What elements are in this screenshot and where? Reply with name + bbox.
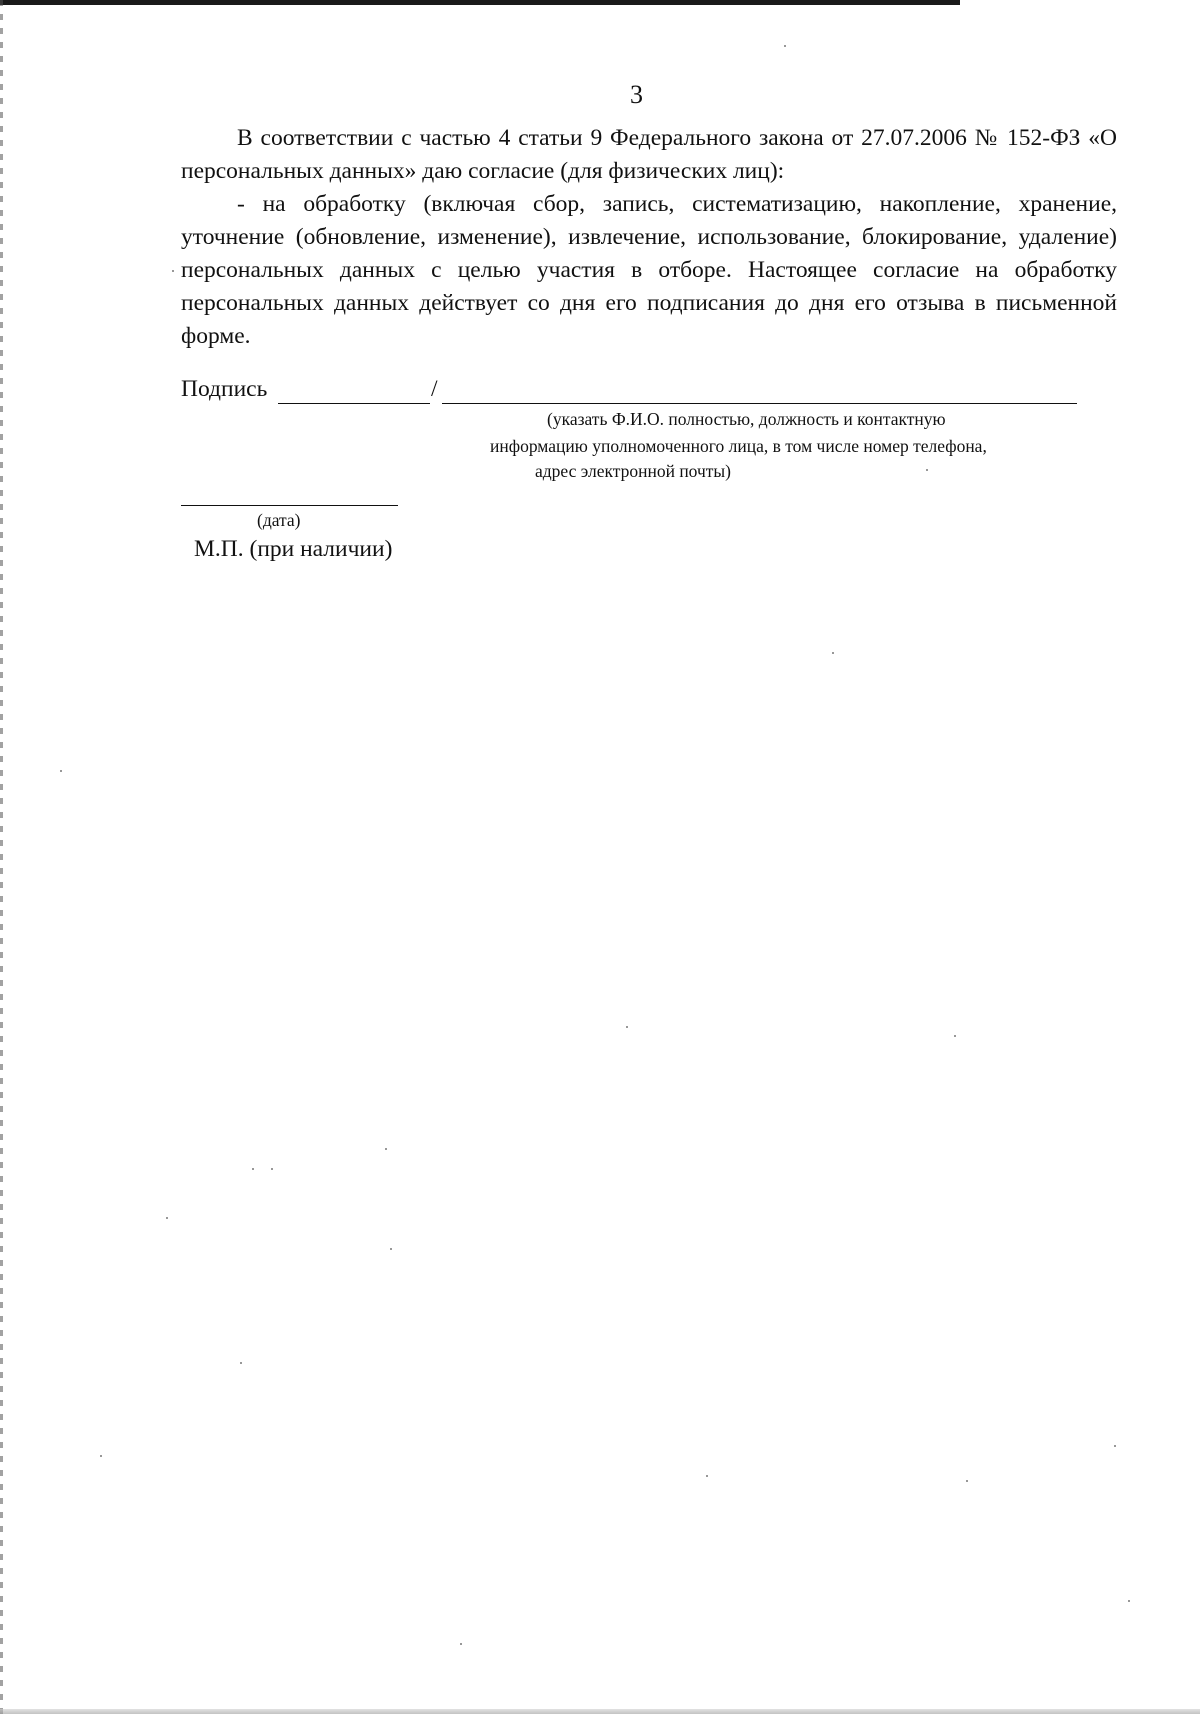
scan-speck (1128, 1600, 1130, 1602)
date-caption: (дата) (257, 510, 301, 530)
scan-bottom-edge (0, 1709, 1200, 1714)
signature-hint-line: адрес электронной почты) (535, 461, 732, 481)
scan-speck (172, 270, 174, 272)
scan-speck (706, 1475, 708, 1477)
scan-speck (966, 1480, 968, 1482)
page-number: 3 (630, 80, 643, 109)
date-line (181, 505, 398, 506)
signature-label: Подпись (181, 376, 268, 402)
scan-speck (832, 652, 834, 654)
scan-speck (385, 1148, 387, 1150)
consent-processing-paragraph: - на обработку (включая сбор, запись, систематизацию, накопление, хранение, уточнение (обновление, изменение), извлечение, использование, блокирование, удаление) персональных данных с целью участия в отборе. Настоящее согласие на обработку персональных данных действует со дня его подписания до дня его отзыва в письменной форме. (181, 191, 1117, 349)
consent-intro-paragraph: В соответствии с частью 4 статьи 9 Федерального закона от 27.07.2006 № 152-ФЗ «О персональных данных» даю согласие (для физических лиц): (181, 125, 1117, 184)
scan-speck (271, 1168, 273, 1170)
scan-speck (60, 770, 62, 772)
scan-top-edge (0, 0, 960, 5)
scan-left-edge (0, 0, 3, 1714)
scan-speck (926, 469, 928, 471)
scan-speck (252, 1168, 254, 1170)
scan-speck (240, 1362, 242, 1364)
scan-speck (784, 45, 786, 47)
stamp-label: М.П. (при наличии) (194, 536, 393, 562)
signature-line (278, 403, 430, 404)
signature-row (181, 374, 1081, 408)
scan-speck (100, 1455, 102, 1457)
scan-speck (390, 1248, 392, 1250)
scan-speck (954, 1035, 956, 1037)
scan-speck (1114, 1445, 1116, 1447)
scan-speck (626, 1026, 628, 1028)
signer-details-line (442, 403, 1077, 404)
signature-separator: / (431, 376, 438, 402)
scan-speck (460, 1643, 462, 1645)
signature-hint-line: информацию уполномоченного лица, в том числе номер телефона, (490, 436, 987, 456)
scan-speck (166, 1217, 168, 1219)
signature-hint-line: (указать Ф.И.О. полностью, должность и контактную (547, 409, 946, 429)
